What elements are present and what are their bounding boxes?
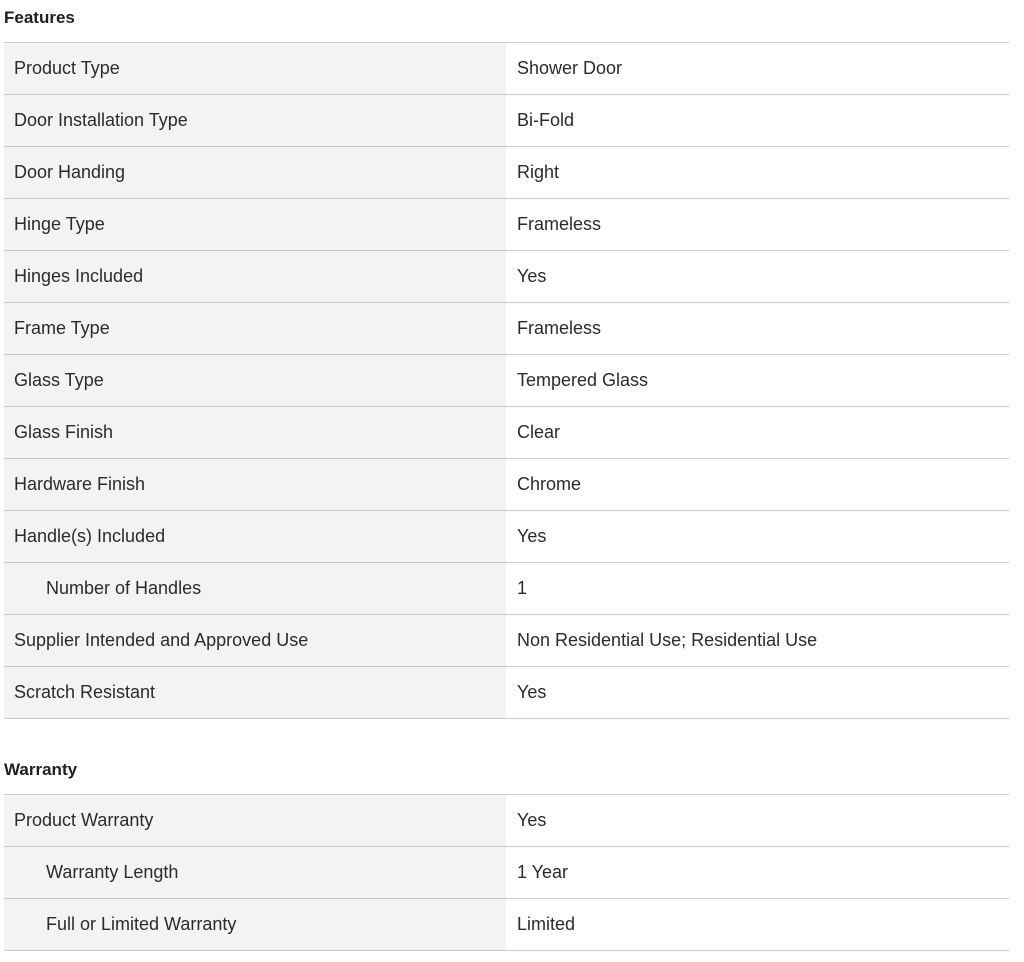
spec-row — [4, 667, 1009, 719]
spec-value: Frameless — [506, 199, 1009, 250]
spec-value: Right — [506, 147, 1009, 198]
spec-row — [4, 43, 1009, 95]
spec-row — [4, 511, 1009, 563]
warranty-spec-table — [4, 794, 1009, 951]
spec-row — [4, 847, 1009, 899]
spec-value: Tempered Glass — [506, 355, 1009, 406]
spec-value: Limited — [506, 899, 1009, 950]
spec-row — [4, 563, 1009, 615]
spec-label: Product Warranty — [4, 795, 506, 846]
spec-label: Scratch Resistant — [4, 667, 506, 718]
spec-label: Number of Handles — [4, 563, 506, 614]
spec-label: Full or Limited Warranty — [4, 899, 506, 950]
spec-value: Shower Door — [506, 43, 1009, 94]
spec-label: Handle(s) Included — [4, 511, 506, 562]
spec-row — [4, 615, 1009, 667]
spec-row — [4, 147, 1009, 199]
spec-row — [4, 407, 1009, 459]
spec-row — [4, 199, 1009, 251]
spec-row — [4, 95, 1009, 147]
spec-row — [4, 303, 1009, 355]
spec-label: Frame Type — [4, 303, 506, 354]
spec-value: Chrome — [506, 459, 1009, 510]
warranty-section — [4, 758, 1009, 951]
spec-value: Clear — [506, 407, 1009, 458]
spec-value: Yes — [506, 251, 1009, 302]
spec-label: Warranty Length — [4, 847, 506, 898]
spec-row — [4, 459, 1009, 511]
warranty-heading: Warranty — [4, 760, 78, 779]
spec-row — [4, 355, 1009, 407]
spec-value: Non Residential Use; Residential Use — [506, 615, 1009, 666]
spec-label: Hinge Type — [4, 199, 506, 250]
spec-row — [4, 251, 1009, 303]
spec-value: Bi-Fold — [506, 95, 1009, 146]
spec-value: 1 — [506, 563, 1009, 614]
spec-row — [4, 795, 1009, 847]
features-section — [4, 6, 1009, 719]
spec-label: Glass Finish — [4, 407, 506, 458]
spec-value: Frameless — [506, 303, 1009, 354]
spec-row — [4, 899, 1009, 951]
spec-label: Hinges Included — [4, 251, 506, 302]
spec-value: Yes — [506, 795, 1009, 846]
spec-value: Yes — [506, 511, 1009, 562]
spec-label: Door Handing — [4, 147, 506, 198]
spec-label: Door Installation Type — [4, 95, 506, 146]
features-heading: Features — [4, 8, 75, 27]
spec-label: Glass Type — [4, 355, 506, 406]
spec-label: Product Type — [4, 43, 506, 94]
spec-value: Yes — [506, 667, 1009, 718]
features-spec-table — [4, 42, 1009, 719]
spec-label: Hardware Finish — [4, 459, 506, 510]
spec-label: Supplier Intended and Approved Use — [4, 615, 506, 666]
spec-value: 1 Year — [506, 847, 1009, 898]
